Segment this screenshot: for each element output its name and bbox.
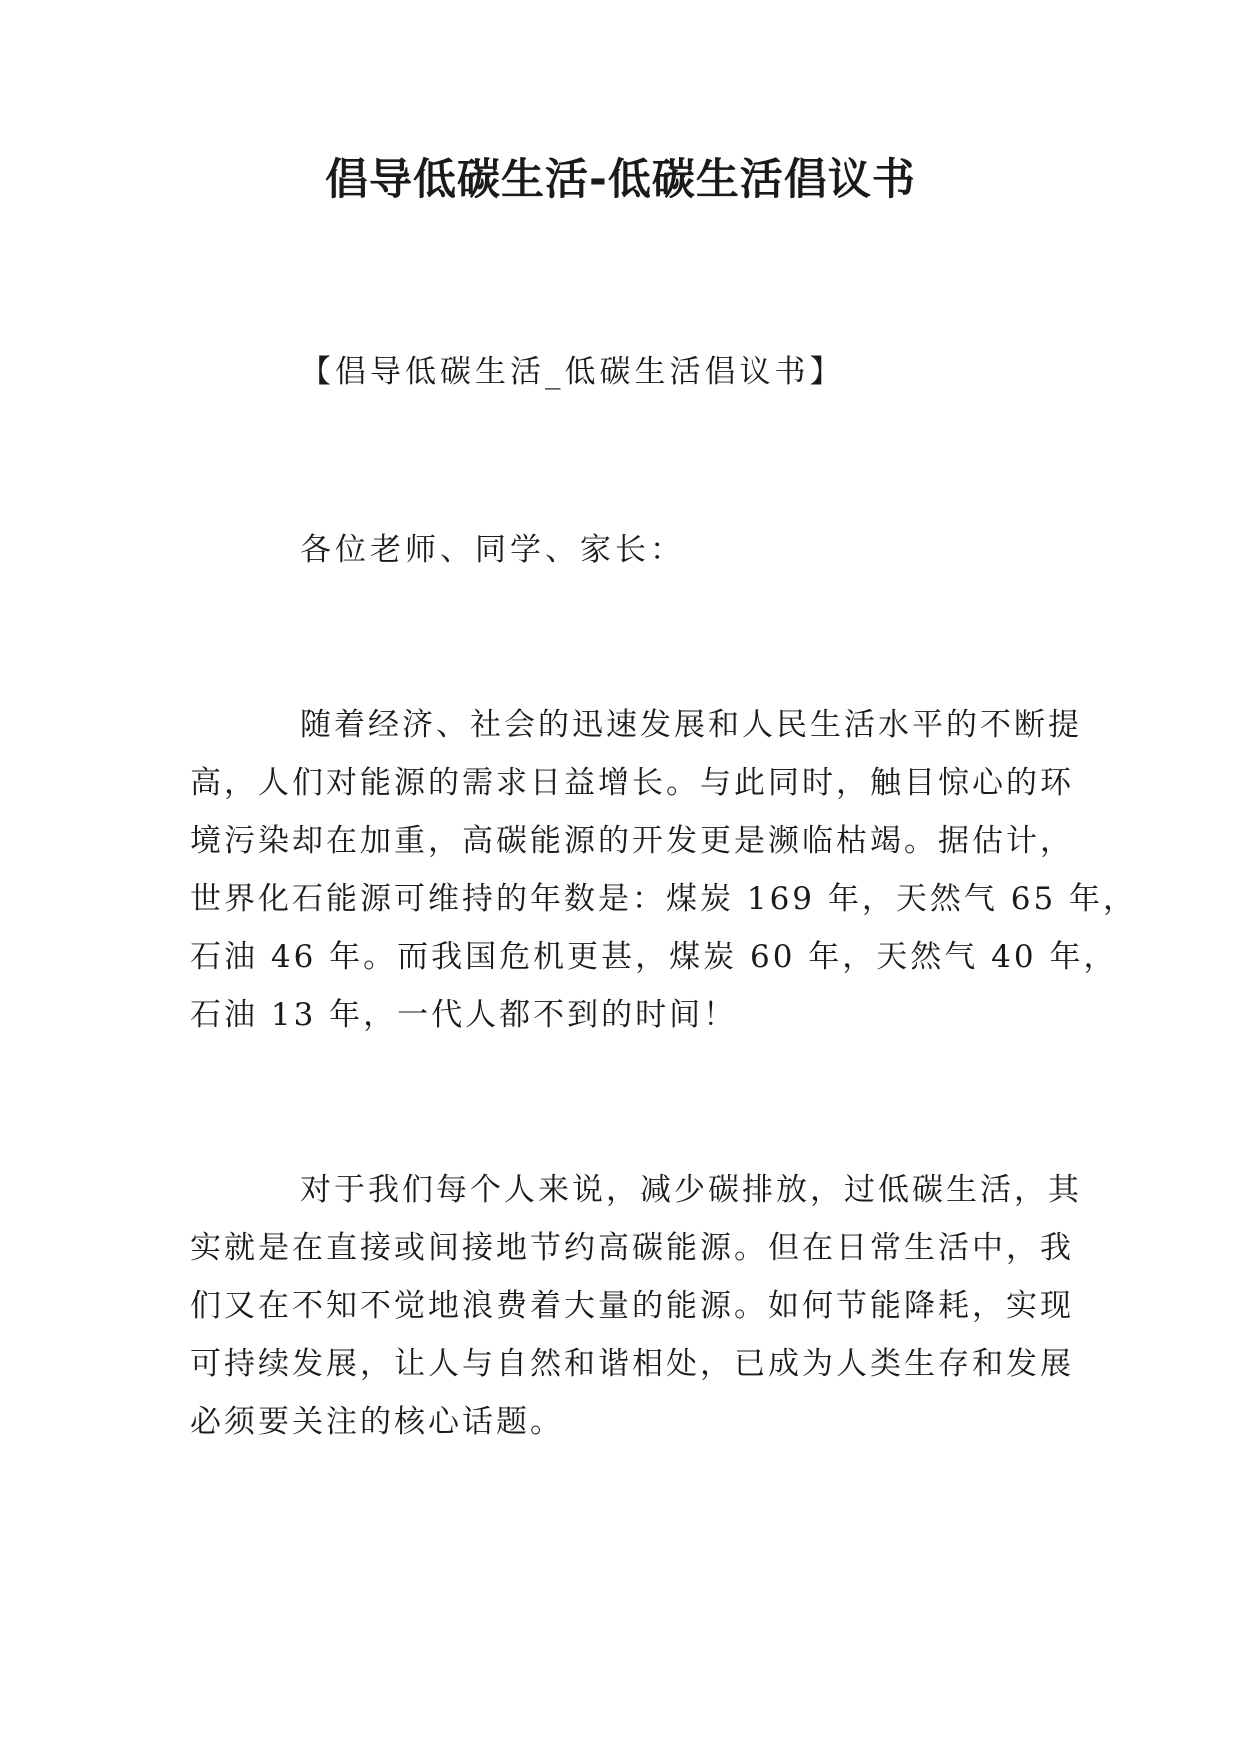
paragraph-low-carbon-life — [190, 1161, 1082, 1451]
paragraph-line: 境污染却在加重，高碳能源的开发更是濒临枯竭。据估计， — [190, 823, 1074, 859]
paragraph-line: 可持续发展，让人与自然和谐相处，已成为人类生存和发展 — [190, 1346, 1074, 1382]
paragraph-line: 石油 46 年。而我国危机更甚，煤炭 60 年，天然气 40 年， — [190, 939, 1118, 975]
paragraph-line: 对于我们每个人来说，减少碳排放，过低碳生活，其 — [300, 1172, 1082, 1208]
paragraph-line: 随着经济、社会的迅速发展和人民生活水平的不断提 — [300, 707, 1082, 743]
paragraph-line: 们又在不知不觉地浪费着大量的能源。如何节能降耗，实现 — [190, 1288, 1074, 1324]
salutation: 各位老师、同学、家长： — [300, 532, 685, 568]
paragraph-line: 必须要关注的核心话题。 — [190, 1404, 564, 1440]
paragraph-energy-crisis — [190, 696, 1138, 1044]
paragraph-line: 高，人们对能源的需求日益增长。与此同时，触目惊心的环 — [190, 765, 1074, 801]
paragraph-line: 石油 13 年，一代人都不到的时间！ — [190, 997, 738, 1033]
paragraph-line: 世界化石能源可维持的年数是：煤炭 169 年，天然气 65 年， — [190, 881, 1138, 917]
document-title: 倡导低碳生活-低碳生活倡议书 — [325, 155, 916, 205]
paragraph-line: 实就是在直接或间接地节约高碳能源。但在日常生活中，我 — [190, 1230, 1074, 1266]
document-subtitle: 【倡导低碳生活_低碳生活倡议书】 — [300, 354, 845, 390]
